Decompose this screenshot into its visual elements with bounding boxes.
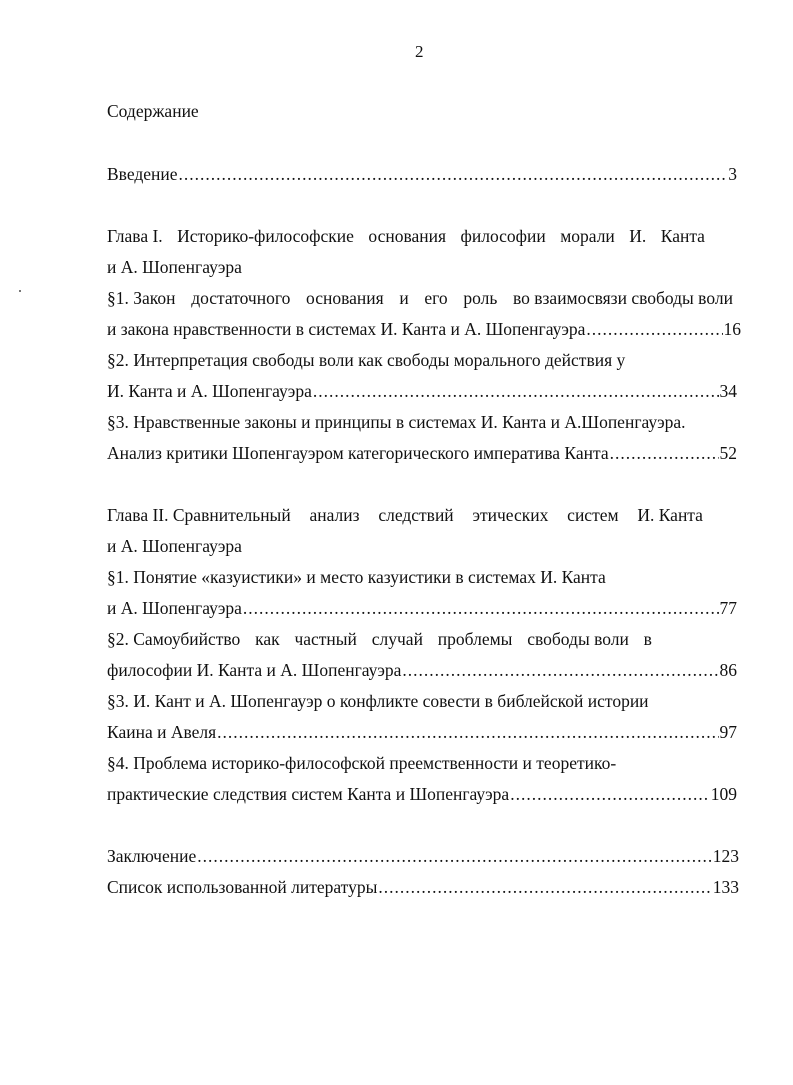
section-title-word: §2. Самоубийство bbox=[107, 629, 241, 649]
toc-entry-introduction bbox=[107, 163, 737, 185]
chapter2-title-word: И. Канта bbox=[637, 505, 703, 525]
chapter1-title-word: Канта bbox=[660, 226, 705, 246]
toc-entry-page: 86 bbox=[719, 660, 737, 680]
section-title-word: свободы воли bbox=[527, 629, 629, 649]
chapter1-section3-title: §3. Нравственные законы и принципы в системах И. Канта и А.Шопенгауэра. bbox=[107, 412, 686, 432]
dot-leader bbox=[243, 597, 719, 619]
chapter1-title-word: И. bbox=[629, 226, 647, 246]
toc-entry-title: и А. Шопенгауэра bbox=[107, 598, 242, 618]
section-title-word: во взаимосвязи свободы воли bbox=[512, 288, 733, 308]
dot-leader bbox=[610, 442, 719, 464]
toc-entry-title: Анализ критики Шопенгауэром категорического императива Канта bbox=[107, 443, 609, 463]
chapter2-title-word: систем bbox=[567, 505, 619, 525]
chapter2-section3-title: §3. И. Кант и А. Шопенгауэр о конфликте совести в библейской истории bbox=[107, 691, 649, 711]
chapter2-section1-title: §1. Понятие «казуистики» и место казуистики в системах И. Канта bbox=[107, 567, 606, 587]
section-title-word: роль bbox=[463, 288, 498, 308]
toc-entry-title: Каина и Авеля bbox=[107, 722, 217, 742]
chapter1-section1-title bbox=[107, 287, 733, 309]
chapter2-title-continued: и А. Шопенгауэра bbox=[107, 536, 242, 556]
section-title-word: проблемы bbox=[437, 629, 513, 649]
toc-entry-conclusion bbox=[107, 845, 739, 867]
dot-leader bbox=[197, 845, 712, 867]
chapter2-title-word: этических bbox=[472, 505, 549, 525]
toc-entry-chapter1-section1 bbox=[107, 318, 741, 340]
section-title-word: и bbox=[399, 288, 409, 308]
toc-entry-page: 16 bbox=[723, 319, 741, 339]
toc-entry-chapter2-section3 bbox=[107, 721, 737, 743]
chapter2-title-word: анализ bbox=[309, 505, 360, 525]
toc-entry-chapter1-section3 bbox=[107, 442, 737, 464]
toc-entry-page: 34 bbox=[719, 381, 737, 401]
dot-leader bbox=[217, 721, 718, 743]
toc-entry-page: 77 bbox=[719, 598, 737, 618]
chapter1-title-word: морали bbox=[560, 226, 615, 246]
section-title-word: случай bbox=[371, 629, 423, 649]
toc-entry-title: Заключение bbox=[107, 846, 197, 866]
toc-entry-page: 97 bbox=[719, 722, 737, 742]
toc-entry-chapter2-section2 bbox=[107, 659, 737, 681]
toc-entry-title: И. Канта и А. Шопенгауэра bbox=[107, 381, 312, 401]
section-title-word: частный bbox=[294, 629, 357, 649]
dot-leader bbox=[378, 876, 711, 898]
page-number: 2 bbox=[415, 42, 424, 61]
chapter2-section4-title: §4. Проблема историко-философской преемственности и теоретико- bbox=[107, 753, 617, 773]
chapter2-title-word: следствий bbox=[378, 505, 454, 525]
toc-entry-page: 52 bbox=[719, 443, 737, 463]
toc-entry-bibliography bbox=[107, 876, 739, 898]
chapter1-title-continued: и А. Шопенгауэра bbox=[107, 257, 242, 277]
section-title-word: §1. Закон bbox=[107, 288, 176, 308]
dot-leader bbox=[586, 318, 722, 340]
chapter2-title-word: Глава II. Сравнительный bbox=[107, 505, 291, 525]
toc-entry-chapter1-section2 bbox=[107, 380, 737, 402]
chapter2-title bbox=[107, 504, 703, 526]
section-title-word: его bbox=[424, 288, 448, 308]
section-title-word: как bbox=[255, 629, 280, 649]
chapter1-section2-title: §2. Интерпретация свободы воли как свободы морального действия у bbox=[107, 350, 626, 370]
section-title-word: основания bbox=[306, 288, 384, 308]
chapter1-title-word: Глава I. bbox=[107, 226, 163, 246]
toc-entry-title: и закона нравственности в системах И. Канта и А. Шопенгауэра bbox=[107, 319, 586, 339]
chapter1-title-word: философии bbox=[460, 226, 546, 246]
toc-entry-chapter2-section1 bbox=[107, 597, 737, 619]
toc-heading: Содержание bbox=[107, 101, 199, 121]
dot-leader bbox=[510, 783, 710, 805]
toc-entry-title: философии И. Канта и А. Шопенгауэра bbox=[107, 660, 402, 680]
scan-speck bbox=[19, 290, 21, 292]
dot-leader bbox=[179, 163, 728, 185]
toc-entry-page: 123 bbox=[712, 846, 739, 866]
toc-entry-title: практические следствия систем Канта и Шопенгауэра bbox=[107, 784, 510, 804]
toc-entry-page: 3 bbox=[728, 164, 737, 184]
toc-entry-title: Список использованной литературы bbox=[107, 877, 378, 897]
dot-leader bbox=[402, 659, 718, 681]
section-title-word: достаточного bbox=[191, 288, 291, 308]
chapter1-title-word: Историко-философские bbox=[177, 226, 354, 246]
toc-entry-title: Введение bbox=[107, 164, 178, 184]
chapter1-title bbox=[107, 225, 705, 247]
toc-entry-page: 133 bbox=[712, 877, 739, 897]
chapter1-title-word: основания bbox=[368, 226, 447, 246]
toc-entry-page: 109 bbox=[710, 784, 737, 804]
toc-entry-chapter2-section4 bbox=[107, 783, 737, 805]
chapter2-section2-title bbox=[107, 628, 652, 650]
dot-leader bbox=[313, 380, 719, 402]
section-title-word: в bbox=[643, 629, 652, 649]
